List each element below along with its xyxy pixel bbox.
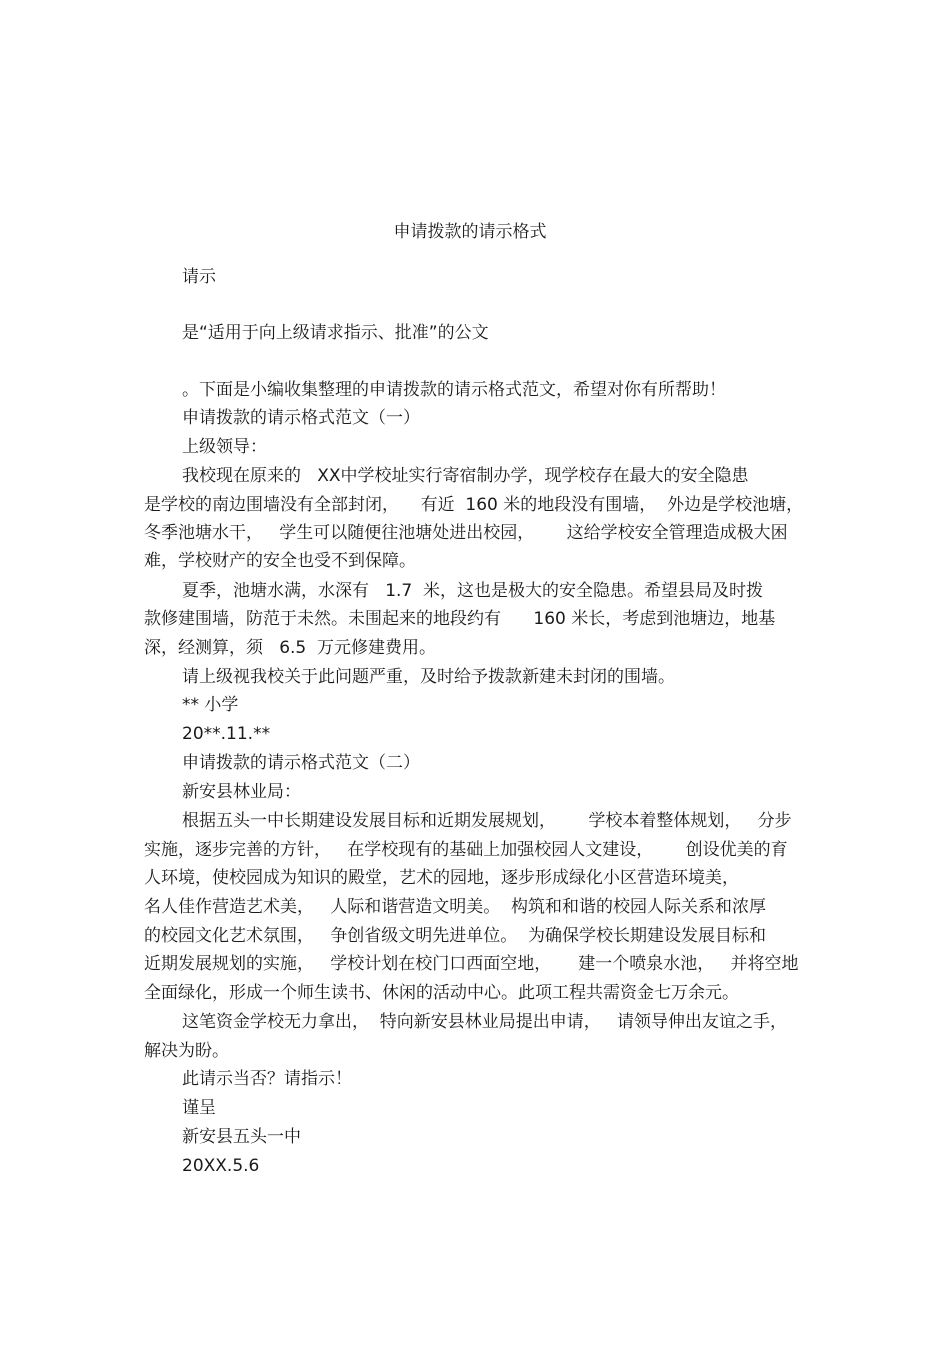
doc-line: 难，学校财产的安全也受不到保障。 [144, 551, 416, 571]
doc-line: 实施，逐步完善的方针， 在学校现有的基础上加强校园人文建设， 创设优美的育 [144, 840, 788, 860]
document-title: 申请拨款的请示格式 [393, 222, 547, 242]
doc-line: 此请示当否？请指示！ [182, 1069, 352, 1089]
doc-line: 的校园文化艺术氛围， 争创省级文明先进单位。 为确保学校长期建设发展目标和 [144, 926, 767, 946]
doc-line: 近期发展规划的实施， 学校计划在校门口西面空地， 建一个喷泉水池， 并将空地 [144, 954, 799, 974]
doc-line: 20XX.5.6 [182, 1156, 260, 1176]
doc-line: 全面绿化，形成一个师生读书、休闲的活动中心。此项工程共需资金七万余元。 [144, 983, 739, 1003]
doc-line: 名人佳作营造艺术美， 人际和谐营造文明美。 构筑和和谐的校园人际关系和浓厚 [144, 897, 767, 917]
doc-line: 我校现在原来的 XX中学校址实行寄宿制办学，现学校存在最大的安全隐患 [182, 466, 749, 486]
doc-line: 上级领导： [182, 437, 267, 457]
doc-line: 新安县林业局： [182, 782, 301, 802]
doc-line: 新安县五头一中 [182, 1127, 301, 1147]
doc-line: 夏季，池塘水满，水深有 1.7 米，这也是极大的安全隐患。希望县局及时拨 [182, 581, 764, 601]
doc-line: 请示 [182, 267, 216, 287]
doc-line: 。下面是小编收集整理的申请拨款的请示格式范文，希望对你有所帮助！ [182, 380, 726, 400]
doc-line: 人环境，使校园成为知识的殿堂，艺术的园地，逐步形成绿化小区营造环境美， [144, 868, 739, 888]
doc-line: 请上级视我校关于此问题严重，及时给予拨款新建未封闭的围墙。 [182, 667, 675, 687]
doc-line: 申请拨款的请示格式范文（二） [182, 753, 420, 773]
doc-line: 款修建围墙，防范于未然。未围起来的地段约有 160 米长，考虑到池塘边，地基 [144, 609, 776, 629]
doc-line: 是学校的南边围墙没有全部封闭， 有近 160 米的地段没有围墙， 外边是学校池塘， [144, 495, 804, 515]
doc-line: 深，经测算，须 6.5 万元修建费用。 [144, 638, 437, 658]
doc-line: ** 小学 [182, 695, 239, 715]
doc-line: 申请拨款的请示格式范文（一） [182, 408, 420, 428]
doc-line: 冬季池塘水干， 学生可以随便往池塘处进出校园， 这给学校安全管理造成极大困 [144, 523, 788, 543]
doc-line: 解决为盼。 [144, 1041, 229, 1061]
doc-line: 20**.11.** [182, 724, 271, 744]
doc-line: 是“适用于向上级请求指示、批准”的公文 [182, 323, 489, 343]
doc-line: 根据五头一中长期建设发展目标和近期发展规划， 学校本着整体规划， 分步 [182, 811, 792, 831]
doc-line: 谨呈 [182, 1098, 216, 1118]
doc-line: 这笔资金学校无力拿出， 特向新安县林业局提出申请， 请领导伸出友谊之手， [182, 1012, 788, 1032]
